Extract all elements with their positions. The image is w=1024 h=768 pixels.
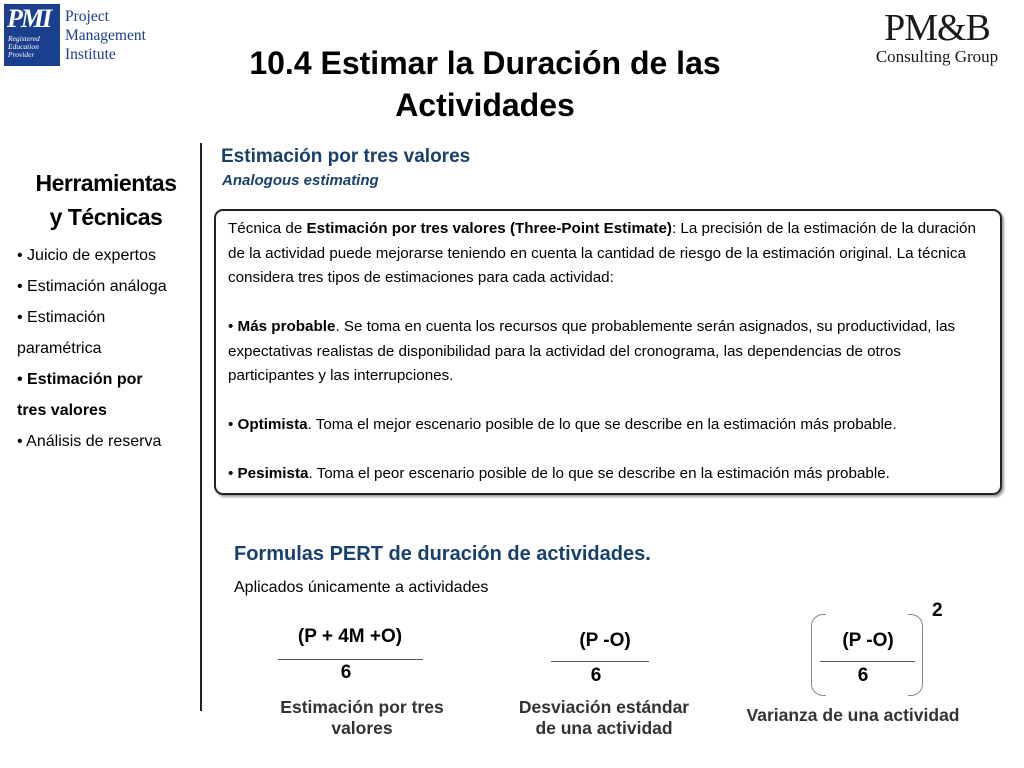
- sidebar-item-estimacion-parametrica-cont: paramétrica: [17, 340, 102, 357]
- sidebar-item-estimacion-analoga: • Estimación análoga: [17, 278, 167, 295]
- pmb-logo: [862, 8, 1012, 70]
- page-title: [150, 42, 820, 126]
- vertical-divider: [200, 143, 202, 711]
- formula-varianza-exponent: 2: [932, 600, 943, 621]
- formula-estimacion-numerator: (P + 4M +O): [297, 626, 403, 647]
- pmi-logo: [4, 4, 154, 66]
- formula-desviacion-label: Desviación estándar de una actividad: [518, 697, 690, 738]
- pmi-wordmark: Project Management Institute: [65, 8, 146, 63]
- formula-desviacion-denominator: 6: [590, 665, 602, 686]
- pmb-logo-main: PM&B: [884, 7, 990, 49]
- sidebar-item-juicio-expertos: • Juicio de expertos: [17, 247, 157, 264]
- formula-varianza-label: Varianza de una actividad: [746, 705, 960, 725]
- bullet-pesimista: • Pesimista. Toma el peor escenario posible de lo que se describe en la estimación más probable.: [228, 465, 890, 482]
- formula-varianza-numerator: (P -O): [842, 630, 894, 651]
- sidebar-item-tres-valores: • Estimación por: [17, 371, 143, 388]
- sidebar-list: [17, 240, 199, 457]
- sidebar-item-tres-valores-cont: tres valores: [17, 402, 107, 419]
- pmi-registered-text: Registered Education Provider: [8, 34, 40, 59]
- intro-paragraph: Técnica de Estimación por tres valores (Three-Point Estimate): La precisión de la estimación de la duración de la actividad puede mejorarse teniendo en cuenta la cantidad de riesgo de la estimación original. La técnica considera tres tipos de estimaciones para cada actividad:: [228, 220, 976, 286]
- bullet-mas-probable: • Más probable. Se toma en cuenta los recursos que probablemente serán asignados, su productividad, las expectativas realistas de disponibilidad para la actividad del cronograma, las dependencias de otros participantes y las interrupciones.: [228, 318, 956, 384]
- formula-varianza-fraction-bar: [820, 661, 915, 662]
- description-box: [214, 209, 1002, 495]
- bullet-optimista: • Optimista. Toma el mejor escenario posible de lo que se describe en la estimación más probable.: [228, 416, 897, 433]
- formula-desviacion-numerator: (P -O): [579, 630, 631, 651]
- pmb-logo-sub: Consulting Group: [875, 47, 999, 66]
- pert-title: Formulas PERT de duración de actividades.: [234, 543, 651, 565]
- formula-varianza-right-paren: [908, 614, 923, 696]
- pert-subtitle: Aplicados únicamente a actividades: [234, 579, 489, 596]
- section-title: Estimación por tres valores: [221, 146, 471, 167]
- formula-estimacion-denominator: 6: [340, 662, 352, 683]
- formula-desviacion-fraction-bar: [551, 661, 649, 662]
- formula-varianza-denominator: 6: [857, 665, 869, 686]
- pmi-mark: [4, 4, 60, 66]
- page-title-line-2: Actividades: [395, 87, 575, 123]
- formula-varianza-left-paren: [811, 614, 826, 696]
- sidebar-item-estimacion-parametrica: • Estimación: [17, 309, 106, 326]
- pmi-mark-letters: PMI: [7, 4, 51, 33]
- formula-estimacion-fraction-bar: [278, 659, 423, 660]
- page-title-line-1: 10.4 Estimar la Duración de las: [249, 45, 721, 81]
- formula-estimacion-label: Estimación por tres valores: [280, 697, 444, 738]
- sidebar-heading: Herramientas y Técnicas: [35, 170, 177, 230]
- section-subtitle: Analogous estimating: [222, 172, 379, 189]
- sidebar-item-analisis-reserva: • Análisis de reserva: [17, 433, 162, 450]
